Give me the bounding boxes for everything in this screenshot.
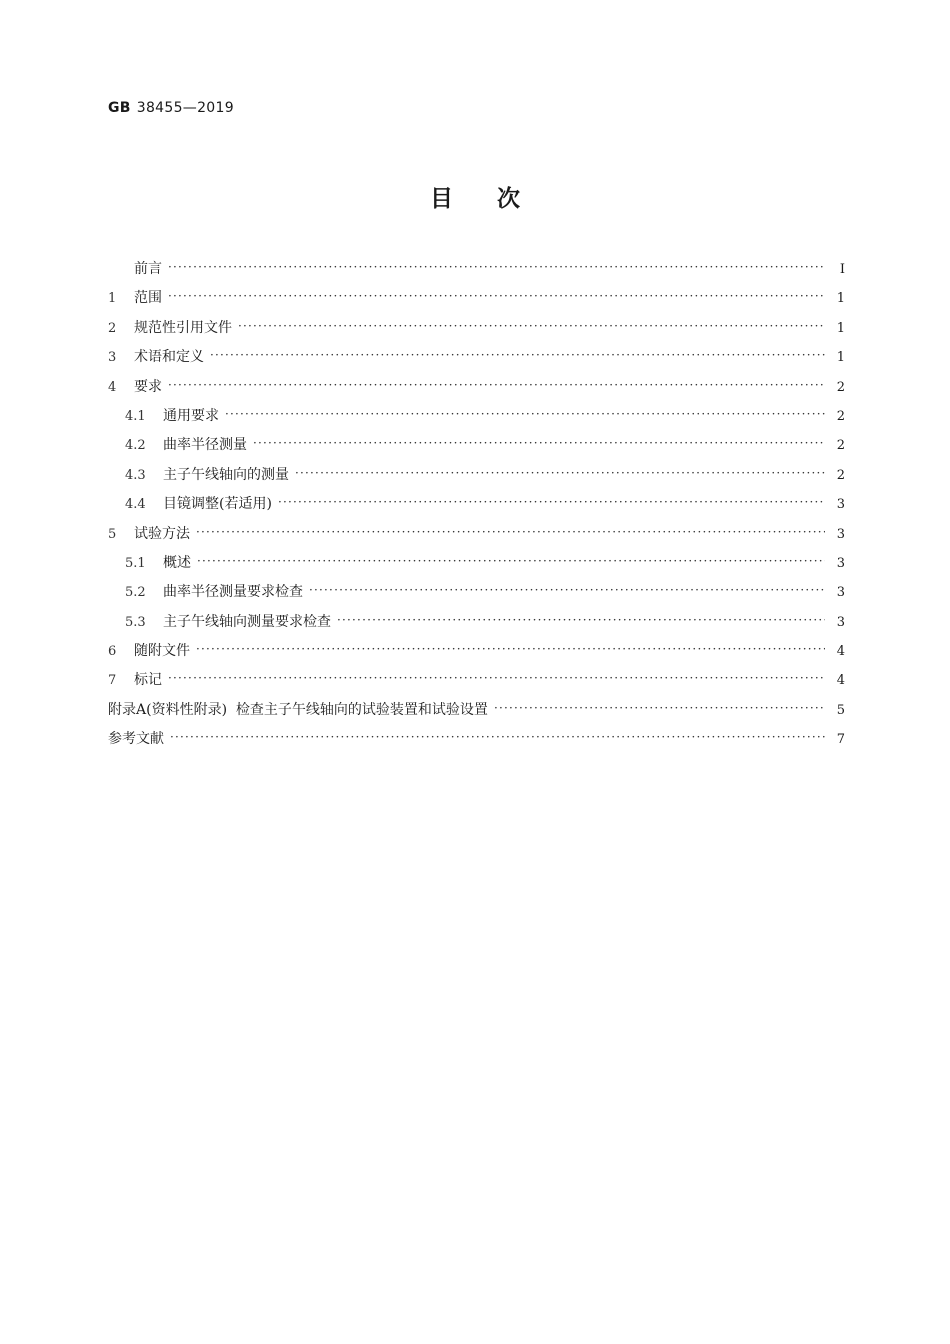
toc-page-number: 4 — [836, 673, 845, 689]
toc-page-number: 3 — [836, 585, 845, 601]
toc-entry-foreword[interactable] — [108, 258, 845, 287]
toc-page-number: 3 — [836, 555, 845, 571]
standard-prefix: GB — [108, 100, 131, 116]
toc-leader-dots — [168, 671, 825, 685]
toc-leader-dots — [253, 436, 825, 450]
toc-number: 5 — [108, 526, 117, 542]
toc-page-number: 3 — [836, 497, 845, 513]
toc-leader-dots — [225, 407, 825, 421]
toc-label: 参考文献 — [108, 731, 164, 748]
toc-entry-3[interactable] — [108, 346, 845, 375]
toc-entry-6[interactable] — [108, 640, 845, 669]
toc-number: 4.3 — [125, 467, 146, 483]
toc-leader-dots — [168, 378, 825, 392]
toc-entry-2[interactable] — [108, 317, 845, 346]
toc-entry-4-3[interactable] — [108, 464, 845, 493]
toc-page-number: 2 — [836, 467, 845, 483]
toc-page-number: 3 — [836, 526, 845, 542]
toc-leader-dots — [197, 554, 825, 568]
toc-page-number: 2 — [836, 408, 845, 424]
standard-number: 38455—2019 — [136, 100, 234, 116]
toc-leader-dots — [278, 495, 825, 509]
toc-label: 范围 — [134, 290, 162, 307]
toc-leader-dots — [494, 701, 825, 715]
toc-number: 5.2 — [125, 585, 146, 601]
toc-label: 曲率半径测量 — [163, 437, 247, 454]
toc-leader-dots — [170, 730, 825, 744]
toc-label: 概述 — [163, 554, 191, 571]
toc-entry-references[interactable] — [108, 728, 845, 757]
toc-page-number: Ⅰ — [839, 262, 845, 277]
toc-leader-dots — [196, 642, 825, 656]
toc-number: 7 — [108, 673, 117, 689]
toc-leader-dots — [196, 525, 825, 539]
toc-entry-4[interactable] — [108, 376, 845, 405]
toc-label: 附录A(资料性附录) 检查主子午线轴向的试验装置和试验设置 — [108, 701, 488, 718]
toc-label: 要求 — [134, 378, 162, 395]
toc-label: 前言 — [134, 261, 162, 277]
toc-label: 标记 — [134, 672, 162, 689]
toc-number: 5.3 — [125, 614, 146, 630]
toc-page-number: 1 — [836, 350, 845, 366]
toc-page-number: 2 — [836, 379, 845, 395]
toc-label: 规范性引用文件 — [134, 319, 232, 336]
toc-number: 4.4 — [125, 497, 146, 513]
toc-entry-5-3[interactable] — [108, 611, 845, 640]
toc-page-number: 2 — [836, 438, 845, 454]
toc-leader-dots — [295, 466, 825, 480]
toc-entry-7[interactable] — [108, 669, 845, 698]
toc-label: 目镜调整(若适用) — [163, 496, 272, 513]
toc-leader-dots — [337, 613, 825, 627]
toc-number: 3 — [108, 350, 117, 366]
toc-label: 随附文件 — [134, 643, 190, 660]
toc-page-number: 7 — [836, 732, 845, 748]
toc-number: 4 — [108, 379, 117, 395]
toc-entry-4-2[interactable] — [108, 434, 845, 463]
toc-label: 试验方法 — [134, 525, 190, 542]
toc-entry-4-1[interactable] — [108, 405, 845, 434]
toc-entry-1[interactable] — [108, 287, 845, 316]
toc-number: 5.1 — [125, 555, 146, 571]
toc-number: 4.2 — [125, 438, 146, 454]
toc-entry-4-4[interactable] — [108, 493, 845, 522]
toc-leader-dots — [309, 583, 825, 597]
toc-leader-dots — [238, 319, 825, 333]
toc-number: 1 — [108, 291, 117, 307]
toc-entry-5-2[interactable] — [108, 581, 845, 610]
toc-entry-5-1[interactable] — [108, 552, 845, 581]
toc-label: 主子午线轴向的测量 — [163, 466, 289, 483]
toc-leader-dots — [168, 260, 825, 274]
toc-page-number: 3 — [836, 614, 845, 630]
toc-page-number: 1 — [836, 320, 845, 336]
toc-label: 术语和定义 — [134, 349, 204, 366]
toc-label: 主子午线轴向测量要求检查 — [163, 613, 331, 630]
toc-label: 通用要求 — [163, 407, 219, 424]
toc-leader-dots — [210, 348, 825, 362]
table-of-contents — [108, 258, 845, 758]
toc-number: 6 — [108, 644, 117, 660]
toc-number: 2 — [108, 320, 117, 336]
standard-code — [108, 100, 234, 116]
toc-label: 曲率半径测量要求检查 — [163, 584, 303, 601]
toc-page-number: 5 — [836, 702, 845, 718]
toc-number: 4.1 — [125, 408, 146, 424]
page-title: 目次 — [430, 186, 564, 212]
toc-page-number: 1 — [836, 291, 845, 307]
toc-entry-appendix-a[interactable] — [108, 699, 845, 728]
toc-leader-dots — [168, 289, 825, 303]
toc-page-number: 4 — [836, 644, 845, 660]
toc-entry-5[interactable] — [108, 523, 845, 552]
